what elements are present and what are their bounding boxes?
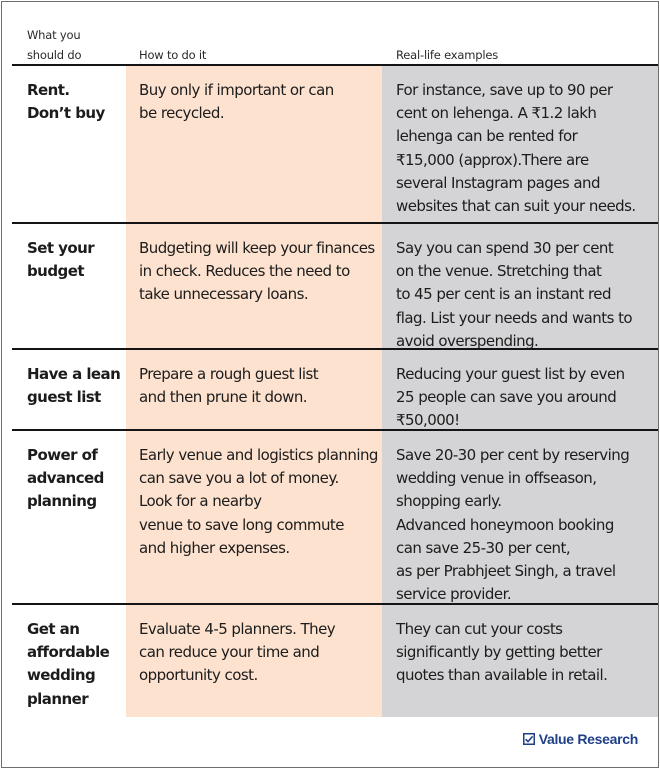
row-how: Early venue and logistics planning can save you a lot of money. Look for a nearby venue to save long commute and higher expenses. xyxy=(139,446,378,557)
row-title: Have a lean guest list xyxy=(27,365,121,407)
row-example: They can cut your costs significantly by getting better quotes than available in retail. xyxy=(396,620,608,685)
row-how: Budgeting will keep your finances in check. Reduces the need to take unnecessary loans. xyxy=(139,239,375,304)
table-row xyxy=(2,223,658,348)
row-example: Save 20-30 per cent by reserving wedding venue in offseason, shopping early. Advanced honeymoon booking can save 25-30 per cent, as per Prabhjeet Singh, a travel service provider. xyxy=(396,446,630,604)
row-how: Prepare a rough guest list and then prune it down. xyxy=(139,365,319,407)
row-title: Get an affordable wedding planner xyxy=(27,620,110,708)
table-row xyxy=(2,349,658,429)
brand-name: Value Research xyxy=(538,731,638,747)
value-research-logo xyxy=(523,731,638,747)
table-row xyxy=(2,604,658,717)
checkbox-icon xyxy=(523,733,535,745)
header-what-you-should-do: What you should do xyxy=(27,28,82,62)
table-row xyxy=(2,65,658,222)
row-example: Say you can spend 30 per cent on the venue. Stretching that to 45 per cent is an instant red flag. List your needs and wants to avoid overspending. xyxy=(396,239,633,350)
row-example: For instance, save up to 90 per cent on lehenga. A ₹1.2 lakh lehenga can be rented for ₹15,000 (approx).There are several Instagram pages and websites that can suit your needs. xyxy=(396,81,636,216)
table-row xyxy=(2,430,658,603)
header-how-to-do-it: How to do it xyxy=(139,48,207,62)
row-how: Buy only if important or can be recycled. xyxy=(139,81,334,123)
comparison-table xyxy=(1,1,659,768)
row-title: Power of advanced planning xyxy=(27,446,104,511)
row-how: Evaluate 4-5 planners. They can reduce your time and opportunity cost. xyxy=(139,620,336,685)
row-title: Rent. Don’t buy xyxy=(27,81,105,123)
row-example: Reducing your guest list by even 25 people can save you around ₹50,000! xyxy=(396,365,625,430)
row-title: Set your budget xyxy=(27,239,95,281)
header-real-life-examples: Real-life examples xyxy=(396,48,499,62)
table-header xyxy=(2,2,658,65)
